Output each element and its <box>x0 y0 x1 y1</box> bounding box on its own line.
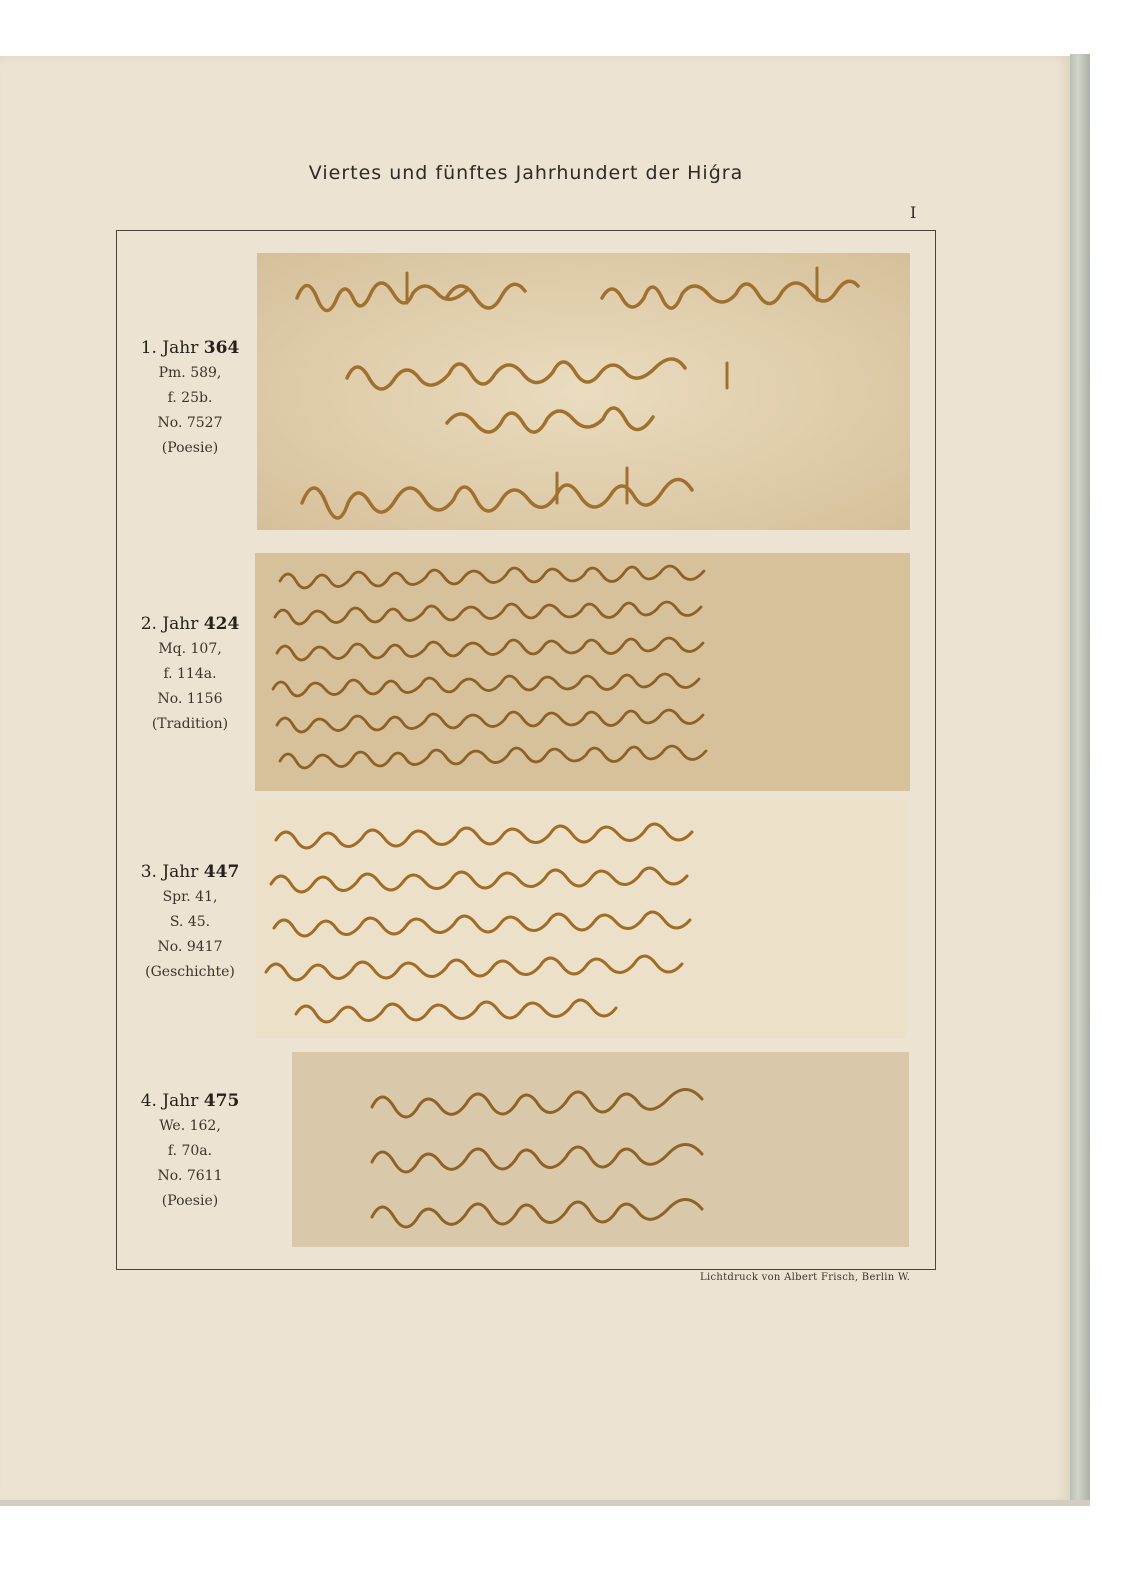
page-bottom-edge <box>0 1500 1090 1506</box>
caption-line: S. 45. <box>169 914 211 930</box>
caption-line: Mq. 107, <box>158 641 222 657</box>
manuscript-specimen-4 <box>292 1052 909 1247</box>
caption-heading <box>120 860 260 885</box>
caption-line: No. 1156 <box>157 691 223 707</box>
caption-line: No. 9417 <box>157 939 223 955</box>
caption-year: 475 <box>203 1091 240 1111</box>
caption-line: Pm. 589, <box>158 365 222 381</box>
calligraphy-image <box>257 253 910 530</box>
caption-heading <box>120 1089 260 1114</box>
caption-line: Spr. 41, <box>162 889 218 905</box>
caption-line: f. 25b. <box>167 390 213 406</box>
caption-line: f. 114a. <box>163 666 217 682</box>
caption-label: 1. Jahr <box>140 338 199 358</box>
caption-year: 447 <box>203 862 240 882</box>
caption-label: 4. Jahr <box>140 1091 199 1111</box>
caption-line: f. 70a. <box>167 1143 213 1159</box>
calligraphy-image <box>256 800 906 1038</box>
caption-line: We. 162, <box>159 1118 221 1134</box>
specimen-caption-1 <box>120 336 260 461</box>
caption-label: 3. Jahr <box>140 862 199 882</box>
specimen-caption-4 <box>120 1089 260 1214</box>
printer-imprint: Lichtdruck von Albert Frisch, Berlin W. <box>700 1272 911 1283</box>
caption-year: 364 <box>203 338 240 358</box>
plate-number: I <box>910 203 917 222</box>
caption-heading <box>120 612 260 637</box>
caption-label: 2. Jahr <box>140 614 199 634</box>
caption-year: 424 <box>203 614 240 634</box>
caption-line: (Poesie) <box>161 1193 219 1209</box>
caption-line: (Tradition) <box>151 716 229 732</box>
caption-line: (Poesie) <box>161 440 219 456</box>
page-edge <box>1070 54 1090 1504</box>
manuscript-specimen-1 <box>257 253 910 530</box>
calligraphy-image <box>255 553 910 791</box>
caption-line: No. 7527 <box>157 415 223 431</box>
caption-line: No. 7611 <box>157 1168 223 1184</box>
specimen-caption-3 <box>120 860 260 985</box>
calligraphy-image <box>292 1052 909 1247</box>
specimen-caption-2 <box>120 612 260 737</box>
manuscript-specimen-2 <box>255 553 910 791</box>
caption-heading <box>120 336 260 361</box>
caption-line: (Geschichte) <box>145 964 235 980</box>
manuscript-specimen-3 <box>256 800 906 1038</box>
running-title: Viertes und fünftes Jahrhundert der Hiǵra <box>308 162 744 184</box>
